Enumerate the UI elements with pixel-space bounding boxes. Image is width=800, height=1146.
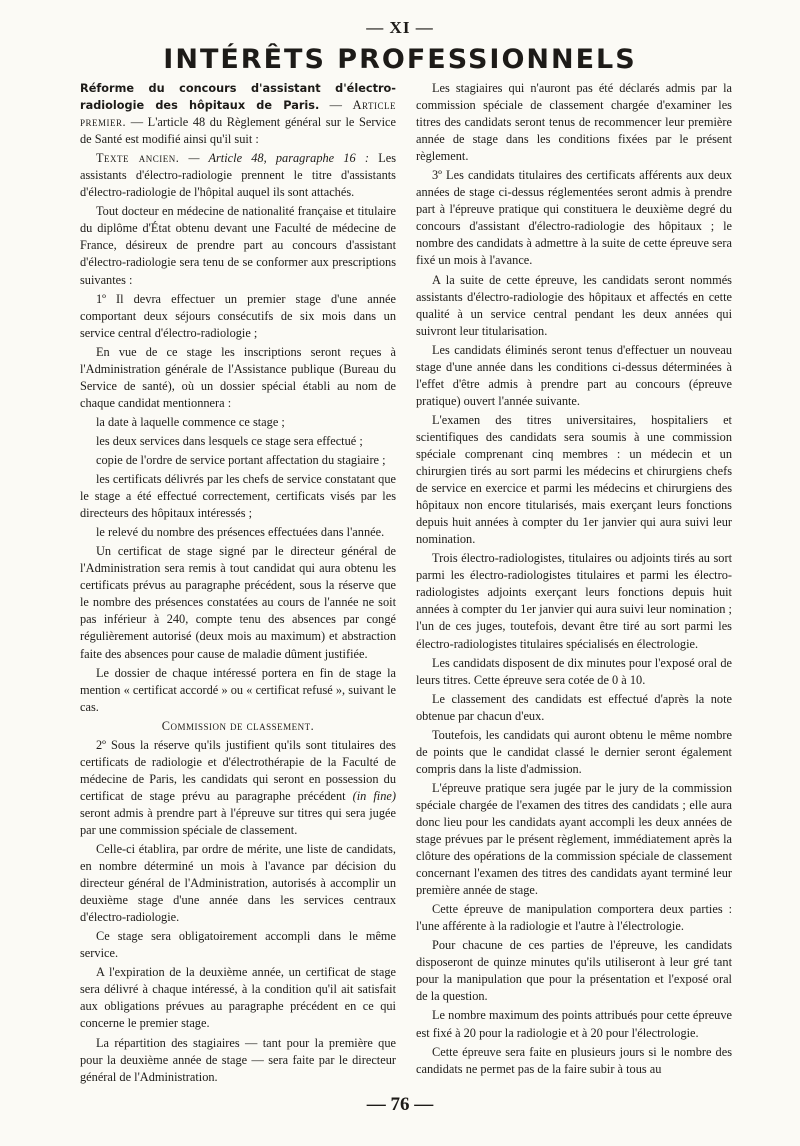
paragraph: Trois électro-radiologistes, titulaires ou adjoints tirés au sort parmi les électro-radiologistes titulaires et parmi les électro-radiologistes adjoints exerçant leurs fonctions depuis huit années à compter du 1er janvier qui aura suivi leur nomination ; l'un de ces juges, toutefois, devant être tiré au sort parmi les électro-radiologistes titulaires spécialisés en électrologie. — [416, 551, 732, 651]
paragraph: Les stagiaires qui n'auront pas été déclarés admis par la commission spéciale de classement chargée d'examiner les titres des candidats seront tenus de recommencer leur première année de stage dans les conditions fixées par le présent règlement. — [416, 81, 732, 164]
paragraph-italic: (in fine) — [352, 788, 396, 803]
paragraph: A la suite de cette épreuve, les candidats seront nommés assistants d'électro-radiologie des hôpitaux et affectés en cette qualité à un service central pendant les deux années qui suivront leur titularisation. — [416, 272, 732, 338]
roman-page-number: — XI — — [366, 18, 434, 37]
list-item: les certificats délivrés par les chefs de service constatant que le stage a été effectué correctement, certificats visés par les directeurs des hôpitaux intéressés ; — [80, 472, 396, 521]
page-title: INTÉRÊTS PROFESSIONNELS — [163, 44, 637, 75]
paragraph: Tout docteur en médecine de nationalité française et titulaire du diplôme d'État obtenu devant une Faculté de médecine de France, désireux de prendre part au concours d'assistant d'électro-radiologie sera tenu de se conformer aux prescriptions suivantes : — [80, 204, 396, 287]
texte-ancien-ref: — Article 48, paragraphe 16 : — [188, 151, 369, 166]
paragraph-text: 2º Sous la réserve qu'ils justifient qu'ils sont titulaires des certificats de radiologie et d'électrothérapie de la Faculté de médecine de Paris, les candidats qui seront en possession du certificat de stage prévu au paragraphe précédent — [80, 737, 396, 803]
paragraph: En vue de ce stage les inscriptions seront reçues à l'Administration générale de l'Assistance publique (Bureau du Service de santé), où un dossier spécial établi au nom de chaque candidat mentionnera : — [80, 344, 396, 410]
paragraph: Un certificat de stage signé par le directeur général de l'Administration sera remis à tout candidat qui aura obtenu les certificats prévus au paragraphe précédent, sous la réserve que le nombre des présences constatées au cours de l'année ne soit pas inférieur à 240, compte tenu des absences par congé régulièrement autorisé (deux mois au maximum) et abstraction faite des absences pour cause de maladie dûment justifiée. — [80, 544, 396, 661]
paragraph: 1º Il devra effectuer un premier stage d'une année comportant deux séjours consécutifs de six mois dans un service central d'électro-radiologie ; — [80, 291, 396, 340]
paragraph: L'examen des titres universitaires, hospitaliers et scientifiques des candidats sera soumis à une commission spéciale comprenant cinq membres : un médecin et un chirurgien tirés au sort parmi les médecins et chirurgiens chefs de service en exercice et parmi les médecins et chirurgiens des hôpitaux non encore titularisés, mais exerçant leurs fonctions depuis huit années à compter du 1er janvier qui aura suivi leur nomination. — [416, 412, 732, 547]
texte-ancien-text: Les assistants d'électro-radiologie prennent le titre d'assistants d'électro-radiologie de l'hôpital auquel ils sont attachés. — [80, 151, 397, 200]
paragraph: Toutefois, les candidats qui auront obtenu le même nombre de points que le candidat classé le dernier seront également compris dans la liste d'admission. — [416, 727, 732, 776]
list-item: le relevé du nombre des présences effectuées dans l'année. — [96, 525, 385, 540]
paragraph: Les candidats disposent de dix minutes pour l'exposé oral de leurs titres. Cette épreuve sera cotée de 0 à 10. — [416, 655, 732, 687]
section-heading: Commission de classement. — [161, 718, 315, 733]
intro-paragraph — [80, 80, 396, 148]
paragraph: La répartition des stagiaires — tant pour la première que pour la deuxième année de stage — sera faite par le directeur général de l'Administration. — [80, 1035, 396, 1084]
paragraph: Cette épreuve sera faite en plusieurs jours si le nombre des candidats ne permet pas de la faire subir à tous au — [416, 1044, 732, 1076]
paragraph: Pour chacune de ces parties de l'épreuve, les candidats disposeront de quinze minutes qu'ils utiliseront à leur gré tant pour la manipulation que pour la présentation et l'exposé oral de la question. — [416, 938, 732, 1004]
paragraph: Les candidats éliminés seront tenus d'effectuer un nouveau stage d'une année dans les conditions ci-dessus déterminées à l'effet d'être admis à prendre part au concours (épreuve pratique) ouvert l'année suivante. — [416, 342, 732, 408]
list-item: les deux services dans lesquels ce stage sera effectué ; — [96, 433, 363, 448]
paragraph: A l'expiration de la deuxième année, un certificat de stage sera délivré à chaque intéressé, à la condition qu'il ait satisfait aux obligations prévues au paragraphe précédent en ce qui concerne le premier stage. — [80, 965, 396, 1031]
paragraph-text: seront admis à prendre part à l'épreuve sur titres qui sera jugée par une commission spéciale de classement. — [80, 805, 396, 837]
right-column — [416, 80, 732, 1080]
paragraph: Le nombre maximum des points attribués pour cette épreuve est fixé à 20 pour la radiologie et à 20 pour l'électrologie. — [416, 1008, 732, 1040]
list-item: copie de l'ordre de service portant affectation du stagiaire ; — [96, 452, 386, 467]
paragraph — [80, 737, 396, 839]
intro-heading: Réforme du concours d'assistant d'électro-radiologie des hôpitaux de Paris. — [80, 82, 396, 113]
paragraph: Le classement des candidats est effectué d'après la note obtenue par chacun d'eux. — [416, 691, 732, 723]
list-item: la date à laquelle commence ce stage ; — [96, 414, 285, 429]
left-column — [80, 80, 396, 1088]
paragraph: Celle-ci établira, par ordre de mérite, une liste de candidats, en nombre déterminé un mois à l'avance par décision du directeur général de l'Administration, autorisés à accomplir un deuxième stage d'une année dans les services centraux d'électro-radiologie. — [80, 842, 396, 925]
paragraph: 3º Les candidats titulaires des certificats afférents aux deux années de stage ci-dessus réglementées seront admis à prendre part à l'épreuve pratique qui constituera le deuxième degré du concours d'assistant d'électro-radiologie des hôpitaux ; le nombre des candidats à admettre à la suite de cette épreuve sera fixé un mois à l'avance. — [416, 168, 732, 268]
paragraph: Ce stage sera obligatoirement accompli dans le même service. — [80, 929, 396, 961]
paragraph: Le dossier de chaque intéressé portera en fin de stage la mention « certificat accordé » ou « certificat refusé », suivant le cas. — [80, 665, 396, 714]
texte-ancien-label: Texte ancien. — [96, 151, 180, 166]
page-number: — 76 — — [366, 1094, 434, 1115]
paragraph: L'épreuve pratique sera jugée par le jury de la commission spéciale chargée de l'examen des titres des candidats ; elle aura donc lieu pour les candidats ayant accompli les deux années de stage prévues par le présent règlement, immédiatement après la clôture des opérations de la commission spéciale de classement concernant l'examen des titres des candidats ayant terminé leur première année de stage. — [416, 780, 732, 898]
texte-ancien-paragraph — [80, 150, 396, 201]
intro-text: — L'article 48 du Règlement général sur le Service de Santé est modifié ainsi qu'il suit : — [80, 115, 396, 147]
paragraph: Cette épreuve de manipulation comportera deux parties : l'une afférente à la radiologie et l'autre à l'électrologie. — [416, 902, 732, 934]
intro-article-label: — Article premier. — [80, 98, 397, 130]
